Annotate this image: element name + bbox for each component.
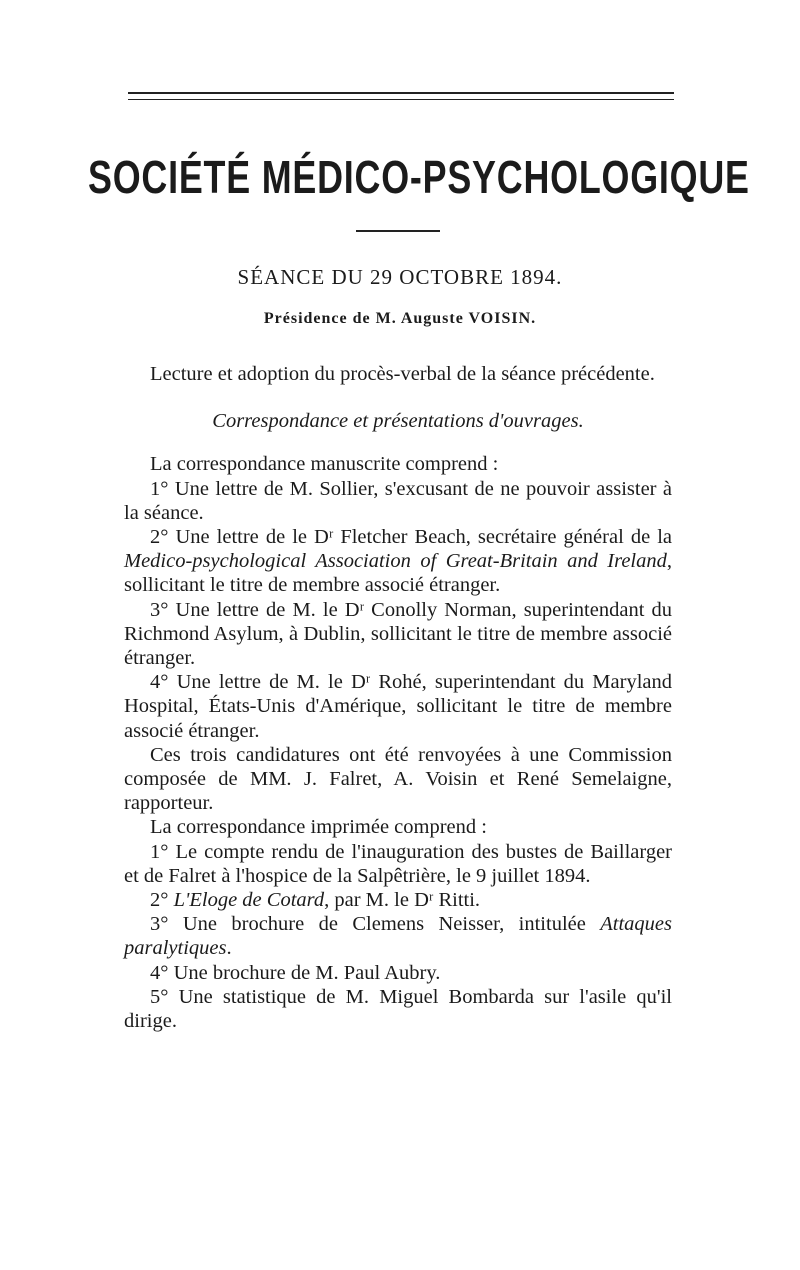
- page-title: SOCIÉTÉ MÉDICO-PSYCHOLOGIQUE: [88, 151, 750, 203]
- printed-item-2-author: , par M. le Dʳ Ritti.: [324, 889, 481, 912]
- lecture-paragraph: Lecture et adoption du procès-verbal de la séance précédente.: [150, 363, 655, 385]
- printed-item-3-end: .: [226, 937, 232, 960]
- printed-item-2-title: L'Eloge de Cotard: [173, 889, 325, 912]
- body-text: [124, 362, 672, 1033]
- printed-item-3-text: 3° Une brochure de Clemens Neisser, intitulée: [150, 913, 601, 936]
- printed-item-3-title: Attaques paralytiques: [124, 913, 672, 960]
- item-2-association: Medico-psychological Association of Great-Britain and Ireland: [124, 550, 667, 573]
- printed-item-5: 5° Une statistique de M. Miguel Bombarda sur l'asile qu'il dirige.: [124, 985, 672, 1033]
- title-divider: [356, 230, 440, 232]
- printed-item-1: 1° Le compte rendu de l'inauguration des bustes de Baillarger et de Falret à l'hospice de la Salpêtrière, le 9 juillet 1894.: [124, 840, 672, 887]
- presidence-line: Présidence de M. Auguste VOISIN.: [263, 310, 537, 327]
- item-3: 3° Une lettre de M. le Dʳ Conolly Norman, superintendant du Richmond Asylum, à Dublin, sollicitant le titre de membre associé étranger.: [124, 598, 672, 670]
- item-1: 1° Une lettre de M. Sollier, s'excusant de ne pouvoir assister à la séance.: [124, 477, 672, 524]
- seance-heading: SÉANCE DU 29 OCTOBRE 1894.: [237, 265, 563, 289]
- renvoi-paragraph: Ces trois candidatures ont été renvoyées à une Commission composée de MM. J. Falret, A. Voisin et René Semelaigne, rapporteur.: [124, 743, 672, 815]
- imprimee-intro: La correspondance imprimée comprend :: [150, 816, 487, 839]
- item-2: [124, 525, 672, 598]
- section-heading: Correspondance et présentations d'ouvrages.: [212, 410, 584, 433]
- manuscrite-intro: La correspondance manuscrite comprend :: [150, 453, 499, 476]
- item-4: 4° Une lettre de M. le Dʳ Rohé, superintendant du Maryland Hospital, États-Unis d'Amérique, sollicitant le titre de membre associé étranger.: [124, 671, 672, 742]
- printed-item-2: [124, 888, 672, 912]
- item-2-text-a: 2° Une lettre de le Dʳ Fletcher Beach, secrétaire général de la: [150, 526, 672, 549]
- printed-item-2-number: 2°: [150, 889, 174, 912]
- item-2-text-b: , sollicitant le titre de membre associé étranger.: [124, 550, 672, 597]
- printed-item-3: [124, 912, 672, 960]
- printed-item-4: 4° Une brochure de M. Paul Aubry.: [150, 961, 441, 984]
- top-rule: [128, 92, 674, 100]
